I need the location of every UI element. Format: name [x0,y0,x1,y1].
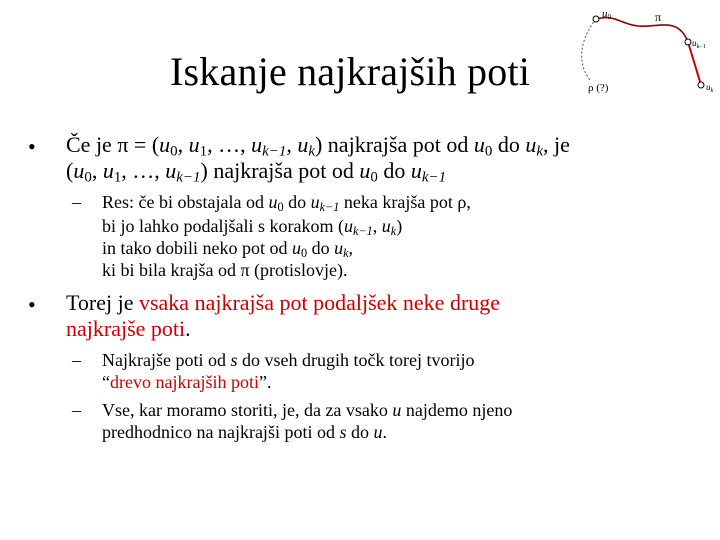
bullet-1-line-2: ($u_0$, $u_1$, …, $u_{k-1}$) najkrajša pot od $u_0$ do $u_{k-1}$ [66,158,447,186]
sub-2-line-2: “drevo najkrajših poti”. [102,372,272,392]
sub-1-line-1: Res: če bi obstajala od $u_0$ do $u_{k-1}$ neka krajša pot ρ, [102,192,471,215]
label-uk: $u_k$ [706,82,714,94]
sub-2-line-1: Najkrajše poti od s do vseh drugih točk torej tvorijo [102,350,475,370]
sub-1-marker: – [72,192,81,212]
label-uk1: $u_{k-1}$ [692,38,706,50]
slide-title: Iskanje najkrajših poti [170,49,531,94]
bullet-2-line-2: najkrajše poti. [66,316,191,341]
sub-1-line-4: ki bi bila krajša od π (protislovje). [102,260,348,280]
sub-3-line-2: predhodnico na najkrajši poti od s do u. [102,422,387,442]
label-pi: π [655,10,662,24]
sub-2-marker: – [72,350,81,370]
sub-1-line-3: in tako dobili neko pot od $u_0$ do $u_k$, [102,238,354,261]
sub-1-line-2: bi jo lahko podaljšali s korakom ($u_{k-1}$, $u_k$) [102,216,403,239]
label-rho: ρ (?) [588,82,609,94]
bullet-2-line-1: Torej je vsaka najkrajša pot podaljšek neke druge [66,290,501,315]
bullet-1-line-1: Če je $\pi = (u_0$, $u_1$, …, $u_{k-1}$, $u_k$) najkrajša pot od $u_0$ do $u_k$, je [66,132,570,160]
label-u0: u0 [602,8,611,21]
bullet-1-marker: • [28,134,36,159]
sub-3-line-1: Vse, kar moramo storiti, je, da za vsako u najdemo njeno [102,400,513,420]
bullet-2-marker: • [28,292,36,317]
sub-3-marker: – [72,400,81,420]
